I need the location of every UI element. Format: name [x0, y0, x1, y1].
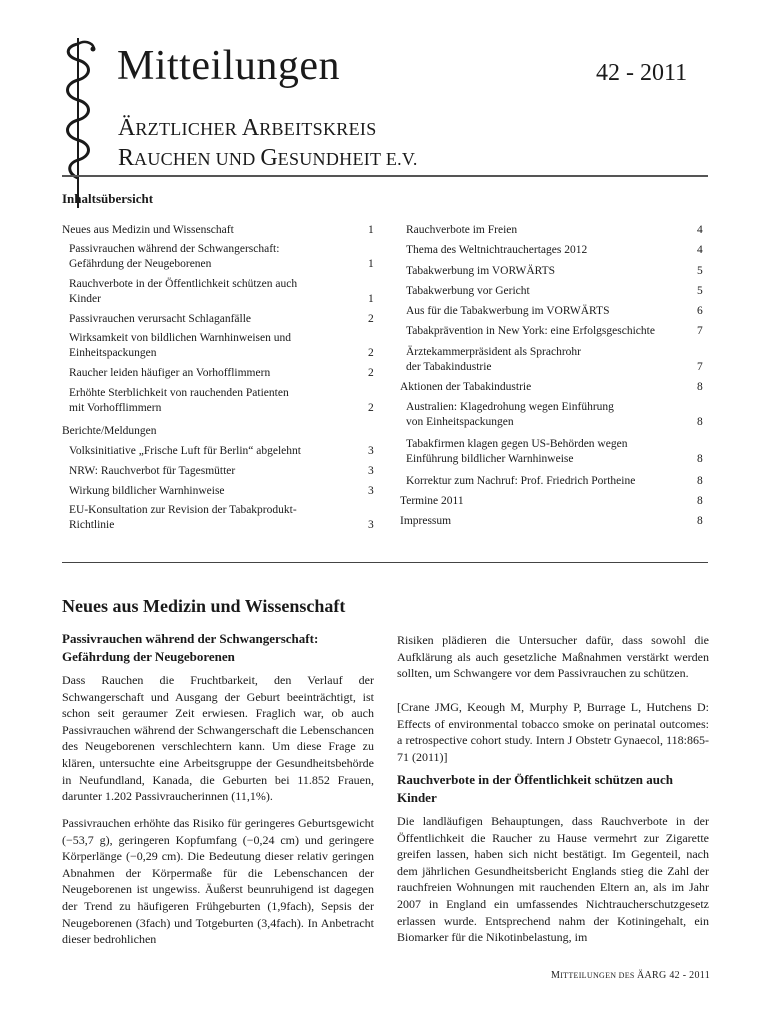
toc-entry[interactable]: Rauchverbote in der Öffentlichkeit schützen auch Kinder 1 — [69, 278, 374, 305]
article-reference: [Crane JMG, Keough M, Murphy P, Burrage L, Hutchens D: Effects of environmental tobacco smoke on perinatal outcomes: a retrospective cohort study. Intern J Obstetr Gynaecol, 118:865-71 (2011)] — [397, 700, 709, 764]
toc-section[interactable]: Termine 2011 8 — [400, 495, 703, 507]
toc-section[interactable]: Impressum 8 — [400, 515, 703, 527]
toc-entry[interactable]: Raucher leiden häufiger an Vorhofflimmern 2 — [69, 367, 374, 379]
toc-entry[interactable]: Rauchverbote im Freien 4 — [406, 224, 703, 236]
toc-entry[interactable]: Wirksamkeit von bildlichen Warnhinweisen und Einheitspackungen 2 — [69, 332, 374, 359]
toc-entry[interactable]: Tabakwerbung im VORWÄRTS 5 — [406, 265, 703, 277]
toc-heading: Inhaltsübersicht — [62, 191, 154, 206]
newsletter-title: Mitteilungen — [117, 43, 340, 89]
toc-entry[interactable]: Tabakprävention in New York: eine Erfolgsgeschichte 7 — [406, 325, 703, 337]
org-name-line-1: ÄRZTLICHER ARBEITSKREIS — [118, 115, 377, 141]
article-paragraph: Die landläufigen Behauptungen, dass Rauchverbote in der Öffentlichkeit die Raucher zu Hause vermehrt zur Zigarette greifen lassen, haben sich nicht bestätigt. Im Gegenteil, nach dem jährlichen Gesundheitsbericht Englands stieg die Zahl der rauchfreien Wohnungen mit rauchenden Eltern an, als im Jahr 2007 in England ein umfassendes Nichtraucherschutzgesetz erlassen wurde. Entsprechend nahm der Kotiningehalt, ein Biomarker für die Nikotinbelastung, im — [397, 814, 709, 945]
toc-entry[interactable]: Australien: Klagedrohung wegen Einführung von Einheitspackungen 8 — [406, 401, 703, 428]
toc-entry[interactable]: Thema des Weltnichtrauchertages 2012 4 — [406, 244, 703, 256]
page-footer: MITTEILUNGEN DES ÄARG 42 - 2011 — [550, 970, 710, 981]
toc-entry[interactable]: Passivrauchen während der Schwangerschaft: Gefährdung der Neugeborenen 1 — [69, 243, 374, 270]
toc-section[interactable]: Berichte/Meldungen — [62, 425, 157, 437]
staff-of-asclepius-logo — [58, 34, 98, 210]
toc-entry[interactable]: Ärztekammerpräsident als Sprachrohr der Tabakindustrie 7 — [406, 346, 703, 373]
section-heading: Neues aus Medizin und Wissenschaft — [62, 596, 346, 616]
toc-entry[interactable]: Neues aus Medizin und Wissenschaft 1 — [62, 224, 374, 236]
toc-divider — [62, 562, 708, 563]
toc-entry[interactable]: NRW: Rauchverbot für Tagesmütter 3 — [69, 465, 374, 477]
header-rule — [62, 175, 708, 177]
article-paragraph: Dass Rauchen die Fruchtbarkeit, den Verlauf der Schwangerschaft und Ausgang der Geburt beeinträchtigt, ist schon seit geraumer Zeit erwiesen. Fraglich war, ob auch Passivrauchen während der Schwangerschaft die Lebenschancen des Neugeborenen verschlechtern kann. Um diese Frage zu klären, untersuchte eine Arbeitsgruppe der Gesundheitsbehörde in Neufundland, Kanada, die Geburten bei 11.852 Frauen, darunter 1.202 Passivraucherinnen (11,1%). — [62, 673, 374, 804]
toc-entry[interactable]: Tabakfirmen klagen gegen US-Behörden wegen Einführung bildlicher Warnhinweise 8 — [406, 438, 703, 465]
issue-number: 42 - 2011 — [596, 60, 688, 86]
toc-entry[interactable]: EU-Konsultation zur Revision der Tabakprodukt- Richtlinie 3 — [69, 504, 374, 531]
toc-entry[interactable]: Wirkung bildlicher Warnhinweise 3 — [69, 485, 374, 497]
toc-entry[interactable]: Volksinitiative „Frische Luft für Berlin“ abgelehnt 3 — [69, 445, 374, 457]
toc-entry[interactable]: Erhöhte Sterblichkeit von rauchenden Patienten mit Vorhofflimmern 2 — [69, 387, 374, 414]
toc-section[interactable]: Aktionen der Tabakindustrie 8 — [400, 381, 703, 393]
toc-entry[interactable]: Tabakwerbung vor Gericht 5 — [406, 285, 703, 297]
article-title: Passivrauchen während der Schwangerschaft: Gefährdung der Neugeborenen — [62, 631, 319, 664]
toc-entry[interactable]: Passivrauchen verursacht Schlaganfälle 2 — [69, 313, 374, 325]
org-name-line-2: RAUCHEN UND GESUNDHEIT E.V. — [118, 145, 418, 171]
toc-entry[interactable]: Aus für die Tabakwerbung im VORWÄRTS 6 — [406, 305, 703, 317]
article-paragraph: Passivrauchen erhöhte das Risiko für geringeres Geburtsgewicht (−53,7 g), geringeren Kopfumfang (−0,24 cm) und geringere Körperlänge (−0,29 cm). Die Bedeutung dieser relativ geringen Abnahmen der Körpermaße für die Lebenschancen der Neugeborenen ist ungewiss. Äußerst beunruhigend ist dagegen der Trend zu häufigeren Frühgeburten (1,9fach), Sepsis der Neugeborenen (3fach) und Totgeburten (3,4fach). In Anbetracht dieser bedrohlichen — [62, 816, 374, 947]
article-title: Rauchverbote in der Öffentlichkeit schützen auch Kinder — [397, 772, 673, 805]
article-paragraph: Risiken plädieren die Untersucher dafür, dass sowohl die Aufklärung als auch gesetzliche Maßnahmen verstärkt werden sollten, um Schwangere vor dem Passivrauchen zu schützen. — [397, 633, 709, 681]
toc-entry[interactable]: Korrektur zum Nachruf: Prof. Friedrich Portheine 8 — [406, 475, 703, 487]
